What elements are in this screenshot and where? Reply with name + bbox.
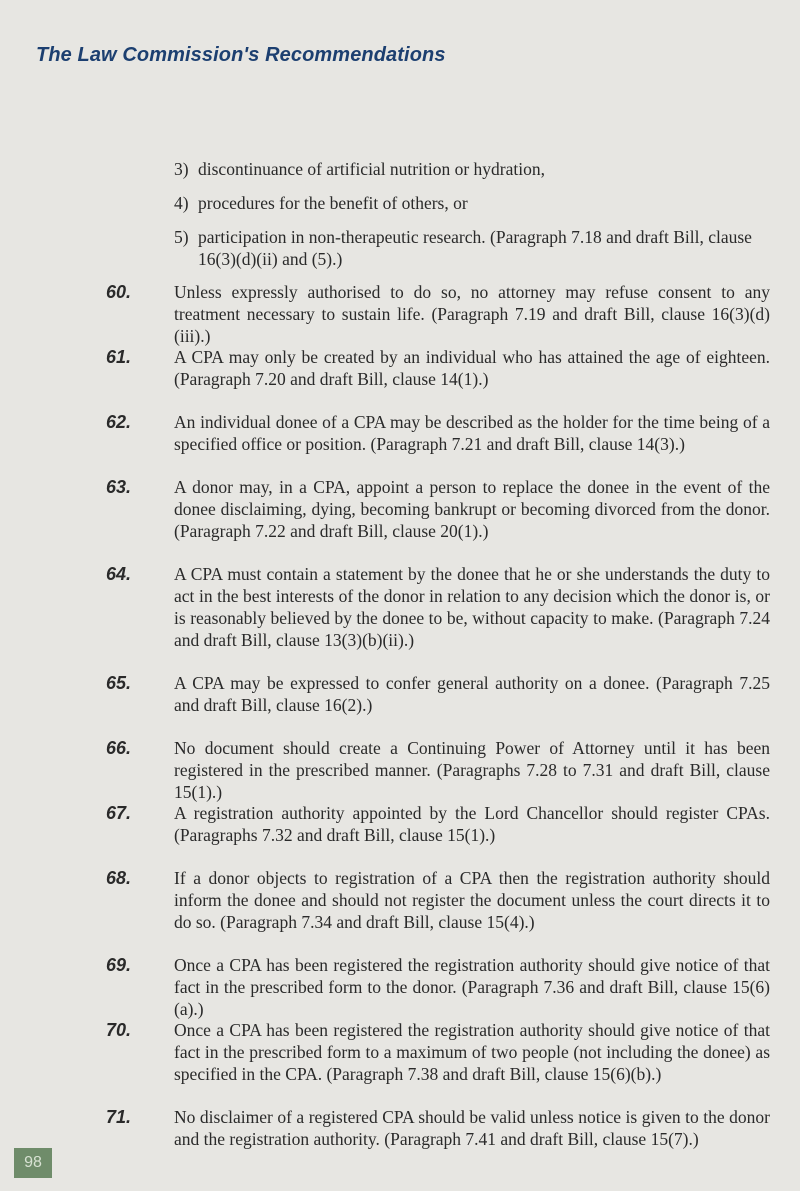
recommendation-text: Unless expressly authorised to do so, no attorney may refuse consent to any treatment necessary to sustain life. (Paragraph 7.19 and draft Bill, clause 16(3)(d)(iii).) — [174, 282, 770, 346]
recommendation-number: 68. — [106, 868, 132, 888]
sub-item-text: procedures for the benefit of others, or — [198, 193, 468, 213]
recommendation-number: 63. — [106, 477, 132, 497]
sub-item-number: 4) — [174, 193, 189, 213]
recommendation-text: No disclaimer of a registered CPA should be valid unless notice is given to the donor and the registration authority. (Paragraph 7.41 and draft Bill, clause 15(7).) — [174, 1107, 770, 1149]
sub-item-number: 5) — [174, 227, 189, 247]
sub-item-number: 3) — [174, 159, 189, 179]
recommendation-number: 65. — [106, 673, 132, 693]
sub-item — [174, 158, 772, 180]
recommendation-text: A registration authority appointed by the Lord Chancellor should register CPAs. (Paragraphs 7.32 and draft Bill, clause 15(1).) — [174, 803, 770, 845]
recommendation-text: Once a CPA has been registered the registration authority should give notice of that fact in the prescribed form to a maximum of two people (not including the donee) as specified in the CPA. (Paragraph 7.38 and draft Bill, clause 15(6)(b).) — [174, 1020, 770, 1084]
recommendation-number: 70. — [106, 1020, 132, 1040]
recommendation-number: 67. — [106, 803, 132, 823]
recommendation-text: A CPA may only be created by an individual who has attained the age of eighteen. (Paragraph 7.20 and draft Bill, clause 14(1).) — [174, 347, 770, 389]
recommendation-text: A CPA must contain a statement by the donee that he or she understands the duty to act in the best interests of the donor in relation to any decision which the donor is, or is reasonably believed by the donee to be, without capacity to make. (Paragraph 7.24 and draft Bill, clause 13(3)(b)(ii).) — [174, 564, 770, 650]
page-number: 98 — [14, 1148, 52, 1178]
sub-item — [174, 226, 772, 270]
recommendation-text: No document should create a Continuing Power of Attorney until it has been registered in the prescribed manner. (Paragraphs 7.28 to 7.31 and draft Bill, clause 15(1).) — [174, 738, 770, 802]
recommendation-number: 62. — [106, 412, 132, 432]
sub-item-text: participation in non-therapeutic research. (Paragraph 7.18 and draft Bill, clause 16(3)(d)(ii) and (5).) — [198, 227, 752, 269]
recommendation-number: 60. — [106, 282, 132, 302]
recommendation-number: 61. — [106, 347, 132, 367]
recommendation-number: 69. — [106, 955, 132, 975]
page-header-title: The Law Commission's Recommendations — [36, 44, 446, 66]
recommendation-text: Once a CPA has been registered the registration authority should give notice of that fact in the prescribed form to the donor. (Paragraph 7.36 and draft Bill, clause 15(6)(a).) — [174, 955, 770, 1019]
sub-item — [174, 192, 772, 214]
recommendation-number: 66. — [106, 738, 132, 758]
recommendation-text: A donor may, in a CPA, appoint a person to replace the donee in the event of the donee disclaiming, dying, becoming bankrupt or becoming divorced from the donor. (Paragraph 7.22 and draft Bill, clause 20(1).) — [174, 477, 770, 541]
recommendation-number: 71. — [106, 1107, 132, 1127]
recommendation-text: A CPA may be expressed to confer general authority on a donee. (Paragraph 7.25 and draft Bill, clause 16(2).) — [174, 673, 770, 715]
recommendation-number: 64. — [106, 564, 132, 584]
sub-item-text: discontinuance of artificial nutrition or hydration, — [198, 159, 545, 179]
recommendation-text: An individual donee of a CPA may be described as the holder for the time being of a specified office or position. (Paragraph 7.21 and draft Bill, clause 14(3).) — [174, 412, 770, 454]
recommendation-text: If a donor objects to registration of a CPA then the registration authority should inform the donee and should not register the document unless the court directs it to do so. (Paragraph 7.34 and draft Bill, clause 15(4).) — [174, 868, 770, 932]
